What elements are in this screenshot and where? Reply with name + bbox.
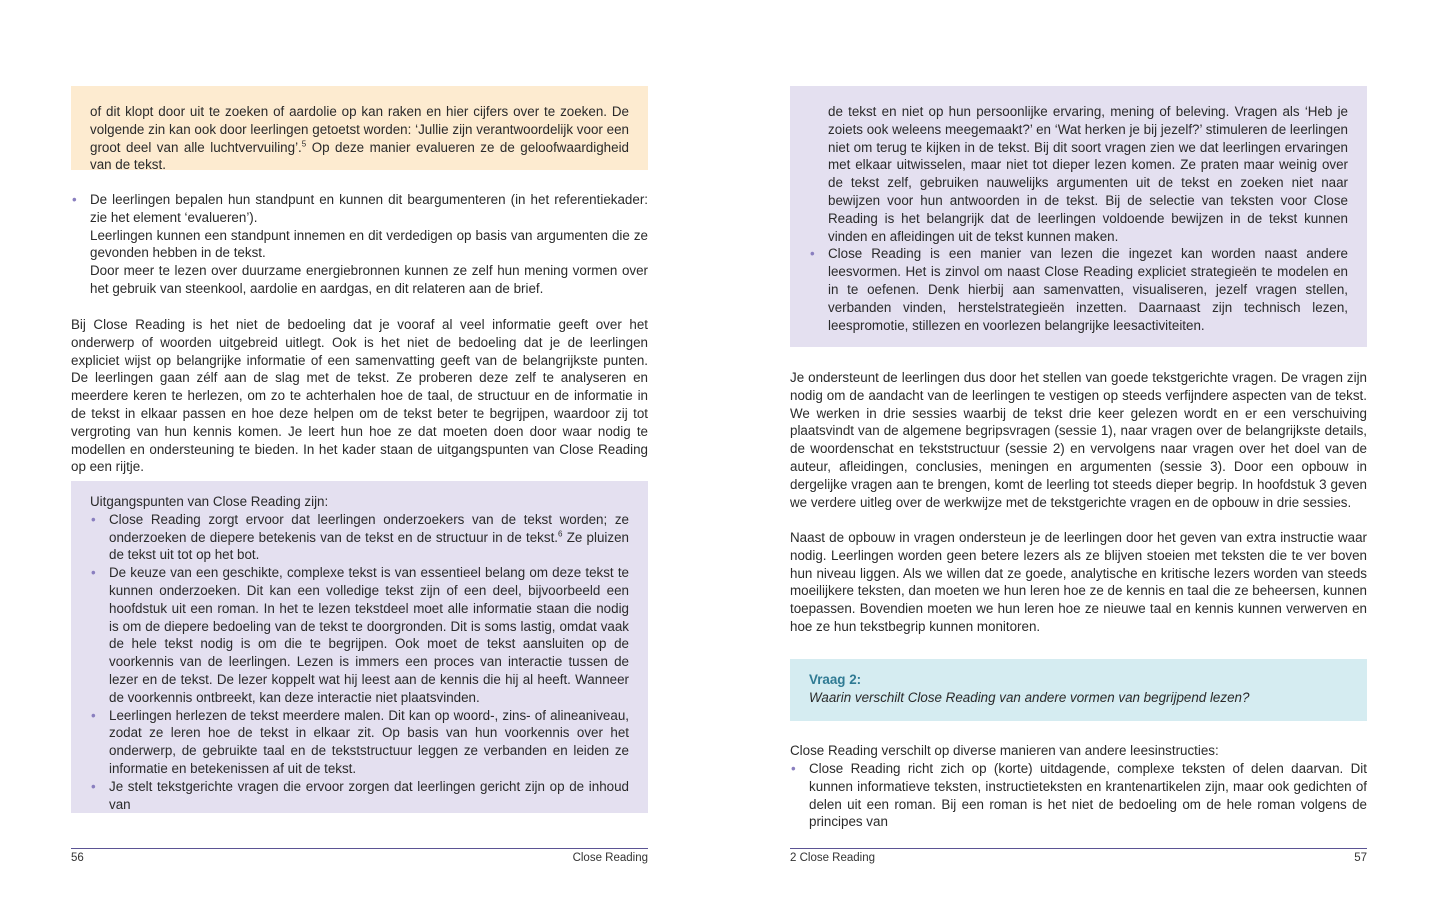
body-paragraph: Je ondersteunt de leerlingen dus door het stellen van goede tekstgerichte vragen. De vragen zijn nodig om de aandacht van de leerlingen te vestigen op steeds verfijndere aspecten van de tekst. We werken in drie sessies waarbij de tekst drie keer gelezen wordt en er een verschuiving plaatsvindt van de algemene begripsvragen (sessie 1), naar vragen over de belangrijkste details, de woordenschat en tekststructuur (sessie 2) en vervolgens naar vragen over het doel van de auteur, afleidingen, conclusies, meningen en argumenten (sessie 3). Door een opbouw in dergelijke vragen aan te brengen, komt de leerling tot steeds dieper begrip. In hoofdstuk 3 geven we verdere uitleg over de werkwijze met de tekstgerichte vragen en de opbouw in drie sessies.	[790, 370, 1367, 510]
body-paragraph: Naast de opbouw in vragen ondersteun je de leerlingen door het geven van extra instructie waar nodig. Leerlingen worden geen betere lezers als ze blijven stoeien met teksten die te ver boven hun niveau liggen. Als we willen dat ze goede, analytische en kritische lezers worden van steeds moeilijkere teksten, dan moeten we hun leren hoe ze de kennis en taal die ze beheersen, kunnen toepassen. Bovendien moeten we hun leren hoe ze nieuwe taal en kennis kunnen verwerven en hoe ze hun tekstbegrip kunnen monitoren.	[790, 530, 1367, 634]
question-label: Vraag 2:	[809, 672, 862, 687]
principles-box	[71, 481, 648, 813]
list-intro: Close Reading verschilt op diverse manieren van andere leesinstructies:	[790, 743, 1219, 758]
example-box	[71, 86, 648, 173]
principles-box-continued	[790, 86, 1367, 347]
footnote-ref: 6	[558, 529, 563, 539]
example-box-text: of dit klopt door uit te zoeken of aardolie op kan raken en hier cijfers over te zoeken. De volgende zin kan ook door leerlingen getoetst worden: ‘Jullie zijn verantwoordelijk voor een groot deel van alle luchtvervuiling’.$^5$ Op deze manier evalueren ze de geloofwaardigheid van de tekst.	[90, 104, 629, 173]
list-item: • Leerlingen herlezen de tekst meerdere malen. Dit kan op woord-, zins- of alineaniveau, zodat ze leren hoe de tekst in elkaar zit. Op basis van hun voorkennis over het onderwerp, de gebruikte taal en de tekststructuur leggen ze verbanden en leiden ze informatie en betekenissen af uit de tekst.	[90, 707, 629, 778]
list-item: • De leerlingen bepalen hun standpunt en kunnen dit beargumenteren (in het referentiekader: zie het element ‘evalueren’). Leerlingen kunnen een standpunt innemen en dit verdedigen op basis van argumenten die ze gevonden hebben in de tekst. Door meer te lezen over duurzame energiebronnen kunnen ze zelf hun mening vormen over het gebruik van steenkool, aardolie en aardgas, en dit relateren aan de brief.	[71, 191, 648, 298]
footer-rule	[71, 848, 648, 849]
question-box	[790, 659, 1367, 721]
list-item: • Close Reading richt zich op (korte) uitdagende, complexe teksten of delen daarvan. Dit kunnen informatieve teksten, instructieteksten en krantenartikelen zijn, maar ook gedichten of delen uit een roman. Bij een roman is het niet de bedoeling om de hele roman volgens de principes van	[790, 760, 1367, 831]
principles-list	[809, 103, 1348, 334]
page-number: 56	[71, 852, 84, 864]
footnote-ref: 5	[301, 139, 307, 149]
question-text: Waarin verschilt Close Reading van andere vormen van begrijpend lezen?	[809, 689, 1250, 705]
differences-list	[790, 760, 1367, 831]
chapter-title: 2 Close Reading	[790, 852, 876, 864]
list-item: • De keuze van een geschikte, complexe tekst is van essentieel belang om deze tekst te kunnen onderzoeken. Dit kan een volledige tekst zijn of een deel, bijvoorbeeld een hoofdstuk uit een roman. In het te lezen tekstdeel moet alle informatie staan die nodig is om de diepere bedoeling van de tekst te doorgronden. Dit is soms lastig, omdat vaak de hele tekst nodig is om die te begrijpen. Ook moet de tekst aansluiten op de voorkennis van de leerlingen. Lezen is immers een proces van interactie tussen de lezer en de tekst. De lezer koppelt wat hij leest aan de kennis die hij al heeft. Wanneer de voorkennis ontbreekt, kan deze interactie niet plaatsvinden.	[90, 564, 629, 706]
running-title: Close Reading	[572, 852, 648, 864]
list-item-continued: de tekst en niet op hun persoonlijke ervaring, mening of beleving. Vragen als ‘Heb je zoiets ook weleens meegemaakt?’ en ‘Wat herken je bij jezelf?’ stimuleren de leerlingen niet om terug te kijken in de tekst. Bij dit soort vragen zien we dat leerlingen ervaringen met elkaar uitwisselen, maar niet tot dieper lezen komen. Ze praten maar weinig over de tekst zelf, gebruiken nauwelijks argumenten uit de tekst en zoeken niet naar bewijzen voor hun antwoorden in de tekst. Bij de selectie van teksten voor Close Reading is het belangrijk dat de leerlingen voldoende bewijzen in de tekst kunnen vinden en afleidingen uit de tekst kunnen maken.	[828, 104, 1348, 244]
footer-rule	[790, 848, 1367, 849]
principles-heading: Uitgangspunten van Close Reading zijn:	[90, 494, 329, 509]
page-number: 57	[1354, 852, 1367, 864]
list-item: • Je stelt tekstgerichte vragen die ervoor zorgen dat leerlingen gericht zijn op de inhoud van	[90, 778, 629, 814]
list-item: • Close Reading is een manier van lezen die ingezet kan worden naast andere leesvormen. Het is zinvol om naast Close Reading expliciet strategieën te modelen en in te oefenen. Denk hierbij aan samenvatten, visualiseren, jezelf vragen stellen, verbanden vinden, herstelstrategieën inzetten. Daarnaast zijn technisch lezen, leespromotie, stillezen en voorlezen belangrijke leesactiviteiten.	[809, 245, 1348, 334]
body-paragraph: Bij Close Reading is het niet de bedoeling dat je vooraf al veel informatie geeft over het onderwerp of woorden uitgebreid uitlegt. Ook is het niet de bedoeling dat je de leerlingen expliciet wijst op belangrijke informatie of een samenvatting geeft van de belangrijkste punten. De leerlingen gaan zélf aan de slag met de tekst. Ze proberen deze zelf te analyseren en meerdere keren te herlezen, om zo te achterhalen hoe de taal, de structuur en de informatie in de tekst in elkaar passen en hoe deze helpen om de tekst beter te begrijpen, waardoor zij tot vergroting van hun kennis komen. Je leert hun hoe ze dat moeten doen door waar nodig te modellen en ondersteuning te bieden. In het kader staan de uitgangspunten van Close Reading op een rijtje.	[71, 317, 648, 475]
standpoint-list	[71, 191, 648, 298]
principles-list	[90, 511, 629, 814]
list-item: • Close Reading zorgt ervoor dat leerlingen onderzoekers van de tekst worden; ze onderzoeken de diepere betekenis van de tekst en de structuur in de tekst.$^6$ Ze pluizen de tekst uit tot op het bot.	[90, 511, 629, 564]
